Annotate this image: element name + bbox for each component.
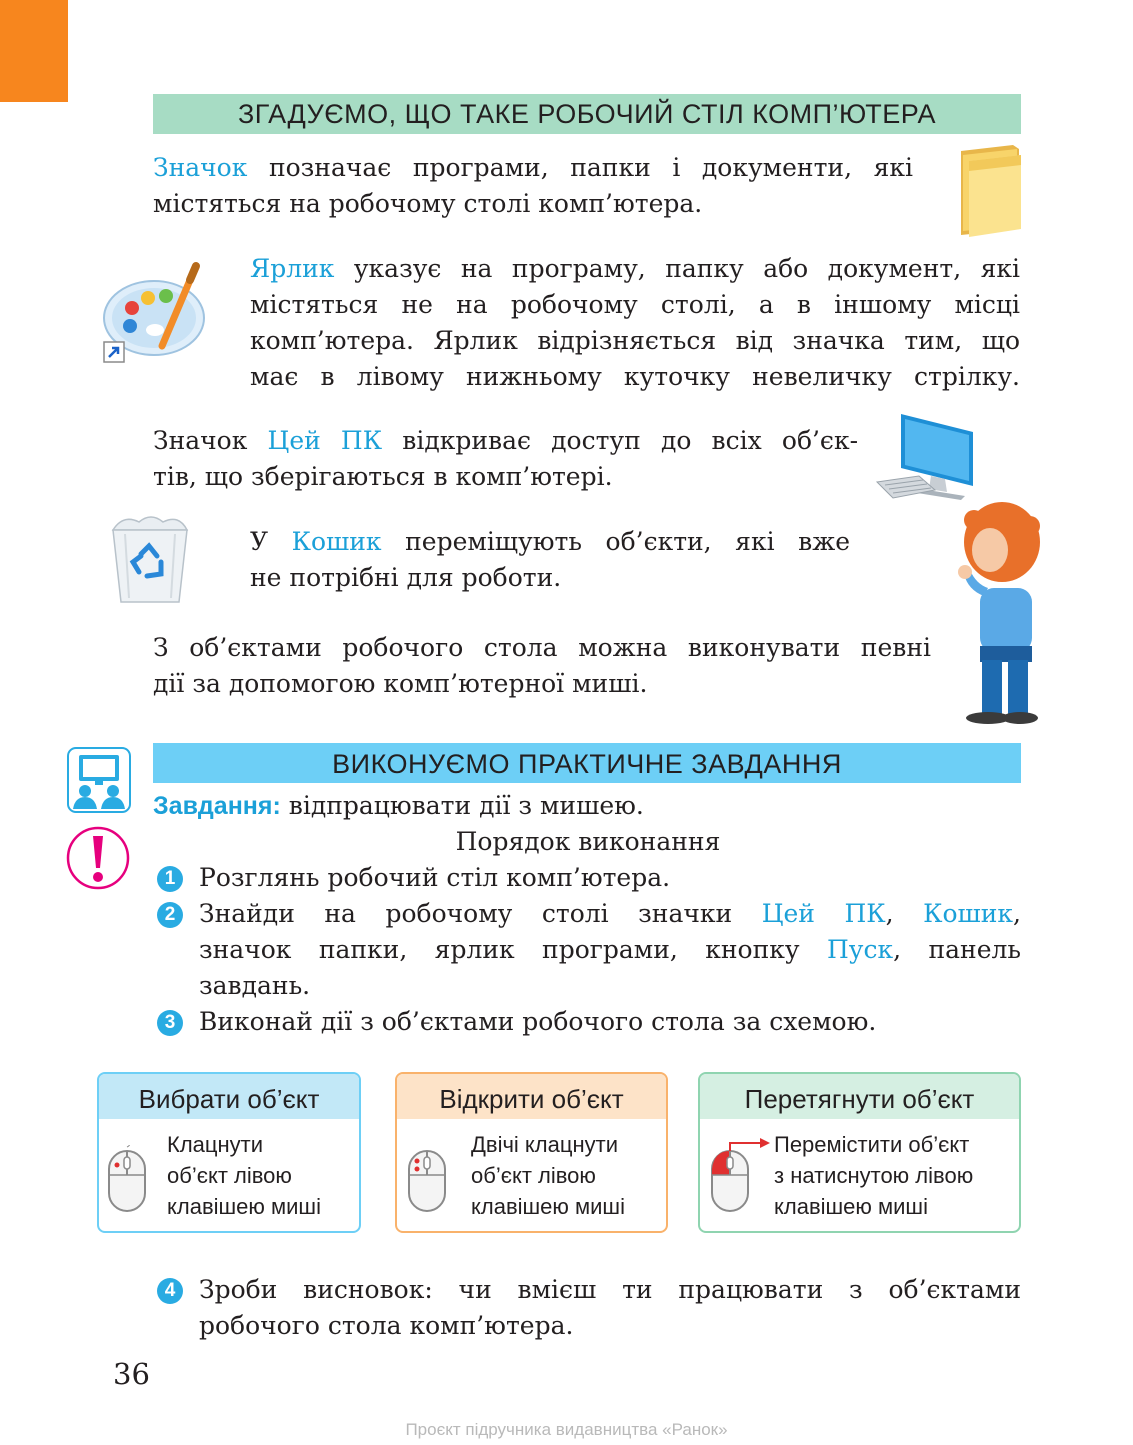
text-line: дії за допомогою комп’ютерної миші. bbox=[153, 669, 648, 698]
term-this-pc: Цей ПК bbox=[761, 899, 886, 928]
action-title: Вибрати об’єкт bbox=[99, 1074, 359, 1119]
text-line: позначає програми, папки і документи, які bbox=[247, 153, 913, 182]
action-text: об’єкт лівою bbox=[167, 1163, 292, 1188]
paragraph-icon bbox=[153, 150, 913, 222]
boy-illustration bbox=[940, 500, 1060, 734]
text-line: Зроби висновок: чи вмієш ти працювати з об’єктами bbox=[199, 1275, 1021, 1304]
order-title: Порядок виконання bbox=[455, 827, 721, 856]
step-number: 1 bbox=[157, 866, 183, 892]
text-line: , панель bbox=[893, 935, 1021, 964]
text-line: У bbox=[250, 527, 292, 556]
task-line bbox=[153, 788, 1023, 824]
mouse-icon bbox=[405, 1145, 449, 1219]
action-box-open bbox=[395, 1072, 668, 1233]
task-label: Завдання: bbox=[153, 792, 281, 820]
step-number: 3 bbox=[157, 1010, 183, 1036]
step-2-text bbox=[199, 896, 1021, 1004]
action-text: клавішею миші bbox=[167, 1194, 321, 1219]
step-number: 2 bbox=[157, 902, 183, 928]
action-box-drag bbox=[698, 1072, 1021, 1233]
paragraph-recycle-bin bbox=[250, 524, 850, 596]
action-text: клавішею миші bbox=[471, 1194, 625, 1219]
action-box-select bbox=[97, 1072, 361, 1233]
recycle-bin-icon bbox=[103, 510, 198, 609]
text-line: має в лівому нижньому куточку невеличку стрілку. bbox=[250, 362, 1020, 391]
text-line: , bbox=[1013, 899, 1021, 928]
text-line: З об’єктами робочого стола можна виконувати певні bbox=[153, 633, 931, 662]
text-line: , bbox=[885, 899, 924, 928]
paragraph-this-pc bbox=[153, 423, 858, 495]
term-icon: Значок bbox=[153, 153, 248, 182]
step-4-text bbox=[199, 1272, 1021, 1344]
attention-icon bbox=[66, 826, 130, 894]
page-number: 36 bbox=[113, 1357, 150, 1391]
term-shortcut: Ярлик bbox=[250, 254, 335, 283]
text-line: відкриває доступ до всіх об’єк- bbox=[382, 426, 859, 455]
folder-icon bbox=[955, 145, 1025, 241]
text-line: указує на програму, папку або документ, які bbox=[334, 254, 1020, 283]
text-line: містяться не на робочому столі, а в іншому місці bbox=[250, 290, 1020, 319]
text-line: містяться на робочому столі комп’ютера. bbox=[153, 189, 703, 218]
term-start: Пуск bbox=[826, 935, 894, 964]
term-recycle-bin: Кошик bbox=[923, 899, 1014, 928]
text-line: значок папки, ярлик програми, кнопку bbox=[199, 935, 827, 964]
text-line: робочого стола комп’ютера. bbox=[199, 1311, 574, 1340]
mouse-icon bbox=[105, 1145, 149, 1219]
practice-task-icon bbox=[67, 747, 131, 817]
step-1-text: Розглянь робочий стіл комп’ютера. bbox=[199, 863, 671, 892]
text-line: не потрібні для роботи. bbox=[250, 563, 562, 592]
corner-tab bbox=[0, 0, 68, 102]
step-number: 4 bbox=[157, 1278, 183, 1304]
term-this-pc: Цей ПК bbox=[267, 426, 383, 455]
paragraph-shortcut bbox=[250, 251, 1020, 395]
action-title: Перетягнути об’єкт bbox=[700, 1074, 1019, 1119]
text-line: переміщують об’єкти, які вже bbox=[381, 527, 850, 556]
section-banner-practice: ВИКОНУЄМО ПРАКТИЧНЕ ЗАВДАННЯ bbox=[153, 743, 1021, 783]
task-text: відпрацювати дії з мишею. bbox=[280, 791, 644, 820]
mouse-icon bbox=[708, 1135, 776, 1219]
text-line: комп’ютера. Ярлик відрізняється від значка тим, що bbox=[250, 326, 1020, 355]
text-line: тів, що зберігаються в комп’ютері. bbox=[153, 462, 613, 491]
text-line: Значок bbox=[153, 426, 268, 455]
text-line: завдань. bbox=[199, 971, 311, 1000]
action-text: об’єкт лівою bbox=[471, 1163, 596, 1188]
action-text: Клацнути bbox=[167, 1132, 264, 1157]
text-line: Знайди на робочому столі значки bbox=[199, 899, 762, 928]
action-text: Перемістити об’єкт bbox=[774, 1132, 970, 1157]
step-3-text: Виконай дії з об’єктами робочого стола за схемою. bbox=[199, 1007, 877, 1036]
paragraph-mouse-actions bbox=[153, 630, 931, 702]
footer-watermark: Проєкт підручника видавництва «Ранок» bbox=[405, 1420, 728, 1439]
paint-shortcut-icon bbox=[100, 260, 210, 369]
action-text: клавішею миші bbox=[774, 1194, 928, 1219]
section-banner-desktop: ЗГАДУЄМО, ЩО ТАКЕ РОБОЧИЙ СТІЛ КОМП’ЮТЕРА bbox=[153, 94, 1021, 134]
term-recycle-bin: Кошик bbox=[291, 527, 382, 556]
action-text: з натиснутою лівою bbox=[774, 1163, 974, 1188]
action-title: Відкрити об’єкт bbox=[397, 1074, 666, 1119]
action-text: Двічі клацнути bbox=[471, 1132, 618, 1157]
computer-monitor-icon bbox=[875, 412, 980, 506]
